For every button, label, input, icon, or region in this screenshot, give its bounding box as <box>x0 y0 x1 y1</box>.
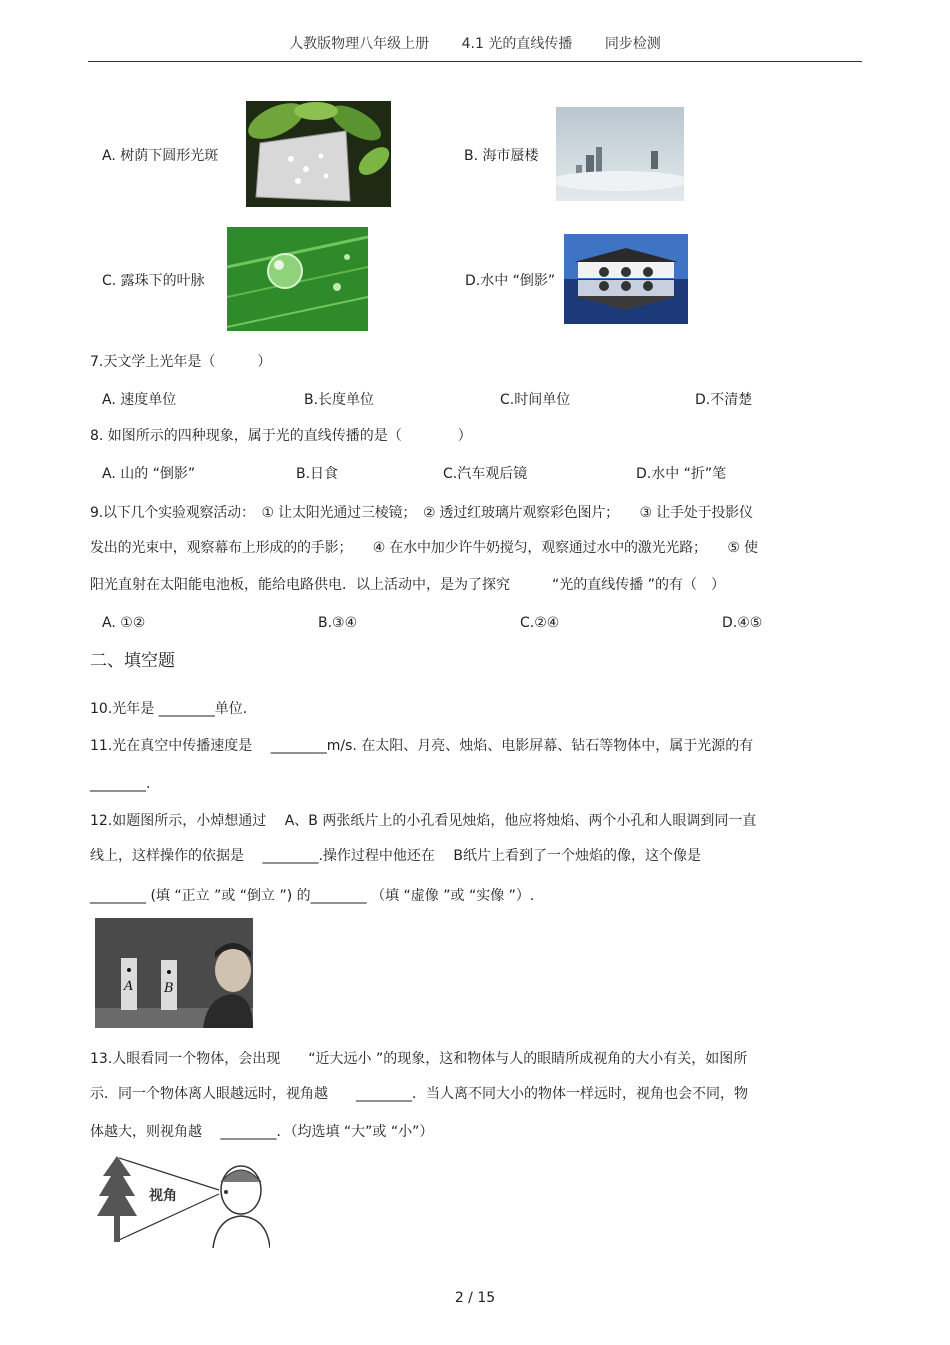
mirage-image <box>556 107 684 201</box>
q9-line-2: 发出的光束中，观察幕布上形成的的手影； ④ 在水中加少许牛奶搅匀，观察通过水中的激光光路； ⑤ 使 <box>90 540 758 556</box>
q7-stem: 7.天文学上光年是（ ） <box>90 354 272 370</box>
q8-option-b: B.日食 <box>296 466 339 482</box>
q6-option-c: C. 露珠下的叶脉 <box>102 273 205 289</box>
q8-option-c: C.汽车观后镜 <box>443 466 528 482</box>
q9-option-c: C.②④ <box>520 615 560 631</box>
q7-option-a: A. 速度单位 <box>102 392 177 408</box>
header-rule <box>88 61 862 62</box>
q11-line-1: 11.光在真空中传播速度是 ________m/s. 在太阳、月亮、烛焰、电影屏幕、钻石等物体中，属于光源的有 <box>90 738 754 754</box>
q10-stem: 10.光年是 ________单位. <box>90 701 248 717</box>
q11-line-2: ________. <box>90 776 151 792</box>
section-title-fill-blank: 二、填空题 <box>90 651 175 671</box>
q7-option-d: D.不清楚 <box>695 392 753 408</box>
tree-shade-light-spot-image <box>246 101 391 207</box>
q13-line-2: 示．同一个物体离人眼越远时，视角越 ________．当人离不同大小的物体一样远时，视角也会不同，物 <box>90 1086 748 1102</box>
q6-option-a: A. 树荫下圆形光斑 <box>102 148 219 164</box>
water-reflection-pavilion-image <box>564 234 688 324</box>
q13-line-3: 体越大，则视角越 ________．（均选填 “大”或 “小”） <box>90 1124 434 1140</box>
q13-line-1: 13.人眼看同一个物体，会出现 “近大远小 ”的现象，这和物体与人的眼睛所成视角的大小有关，如图所 <box>90 1051 748 1067</box>
q7-option-b: B.长度单位 <box>304 392 375 408</box>
q12-line-2: 线上，这样操作的依据是 ________.操作过程中他还在 B纸片上看到了一个烛焰的像，这个像是 <box>90 848 701 864</box>
q8-stem: 8. 如图所示的四种现象，属于光的直线传播的是（ ） <box>90 428 472 444</box>
visual-angle-label: 视角 <box>149 1188 177 1204</box>
header-lesson: 4.1 光的直线传播 <box>461 36 573 52</box>
q8-option-a: A. 山的 “倒影” <box>102 466 196 482</box>
page-number: 2 / 15 <box>454 1290 496 1306</box>
page-header <box>0 33 950 53</box>
dewdrop-leaf-image <box>227 227 368 331</box>
header-type: 同步检测 <box>604 36 661 52</box>
visual-angle-diagram <box>95 1152 270 1248</box>
card-b-label: B <box>164 981 174 996</box>
q7-option-c: C.时间单位 <box>500 392 571 408</box>
q8-option-d: D.水中 “折”笔 <box>636 466 727 482</box>
q6-option-d: D.水中 “倒影” <box>465 273 556 289</box>
q12-line-1: 12.如题图所示，小焯想通过 A、B 两张纸片上的小孔看见烛焰，他应将烛焰、两个小孔和人眼调到同一直 <box>90 813 757 829</box>
card-a-label: A <box>124 979 134 994</box>
header-book: 人教版物理八年级上册 <box>289 36 430 52</box>
q9-option-b: B.③④ <box>318 615 358 631</box>
q12-line-3: ________ (填 “正立 ”或 “倒立 ”) 的________ （填 “虚像 ”或 “实像 ”）. <box>90 888 535 904</box>
q9-option-a: A. ①② <box>102 615 146 631</box>
q9-line-1: 9.以下几个实验观察活动： ① 让太阳光通过三棱镜； ② 透过红玻璃片观察彩色图片； ③ 让手处于投影仪 <box>90 505 753 521</box>
pinhole-experiment-photo <box>95 918 253 1028</box>
q9-option-d: D.④⑤ <box>722 615 763 631</box>
q9-line-3: 阳光直射在太阳能电池板，能给电路供电．以上活动中，是为了探究 “光的直线传播 ”的有（ ） <box>90 577 725 593</box>
q6-option-b: B. 海市蜃楼 <box>464 148 539 164</box>
